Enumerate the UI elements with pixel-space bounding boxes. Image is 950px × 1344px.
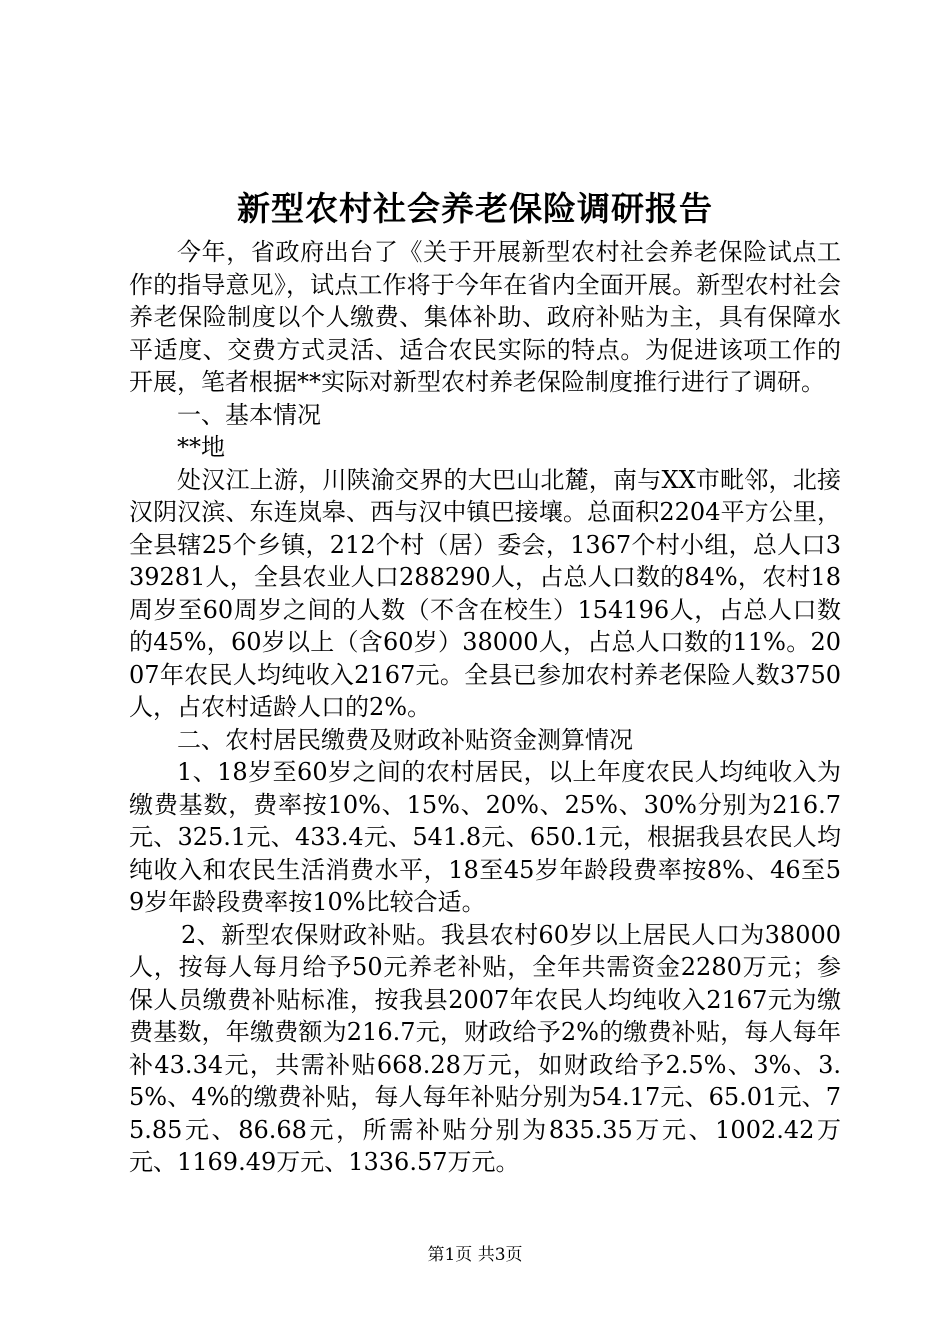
document-body (129, 236, 841, 1179)
page-number-footer: 第1页 共3页 (427, 1245, 523, 1265)
location-label: **地 (177, 433, 225, 461)
document-title: 新型农村社会养老保险调研报告 (237, 189, 713, 228)
funding-item-2-paragraph: 2、新型农保财政补贴。我县农村60岁以上居民人口为38000人，按每人每月给予50元养老补贴，全年共需资金2280万元；参保人员缴费补贴标准，按我县2007年农民人均纯收入2167元为缴费基数，年缴费额为216.7元，财政给予2%的缴费补贴，每人每年补43.34元，共需补贴668.28万元，如财政给予2.5%、3%、3.5%、4%的缴费补贴，每人每年补贴分别为54.17元、65.01元、75.85元、86.68元，所需补贴分别为835.35万元、1002.42万元、1169.49万元、1336.57万元。 (129, 920, 841, 1176)
intro-paragraph: 今年，省政府出台了《关于开展新型农村社会养老保险试点工作的指导意见》，试点工作将于今年在省内全面开展。新型农村社会养老保险制度以个人缴费、集体补助、政府补贴为主，具有保障水平适度、交费方式灵活、适合农民实际的特点。为促进该项工作的开展，笔者根据**实际对新型农村养老保险制度推行进行了调研。 (129, 238, 841, 396)
section-heading-funding: 二、农村居民缴费及财政补贴资金测算情况 (177, 725, 633, 754)
funding-item-1-paragraph: 1、18岁至60岁之间的农村居民，以上年度农民人均纯收入为缴费基数，费率按10%、15%、20%、25%、30%分别为216.7元、325.1元、433.4元、541.8元、650.1元，根据我县农民人均纯收入和农民生活消费水平，18至45岁年龄段费率按8%、46至59岁年龄段费率按10%比较合适。 (129, 758, 841, 916)
section-heading-basic-situation: 一、基本情况 (177, 400, 321, 429)
basic-situation-paragraph: 处汉江上游，川陕渝交界的大巴山北麓，南与XX市毗邻，北接汉阴汉滨、东连岚皋、西与汉中镇巴接壤。总面积2204平方公里，全县辖25个乡镇，212个村（居）委会，1367个村小组，总人口339281人，全县农业人口288290人，占总人口数的84%，农村18周岁至60周岁之间的人数（不含在校生）154196人，占总人口数的45%，60岁以上（含60岁）38000人，占总人口数的11%。2007年农民人均纯收入2167元。全县已参加农村养老保险人数3750人，占农村适龄人口的2%。 (129, 465, 841, 721)
